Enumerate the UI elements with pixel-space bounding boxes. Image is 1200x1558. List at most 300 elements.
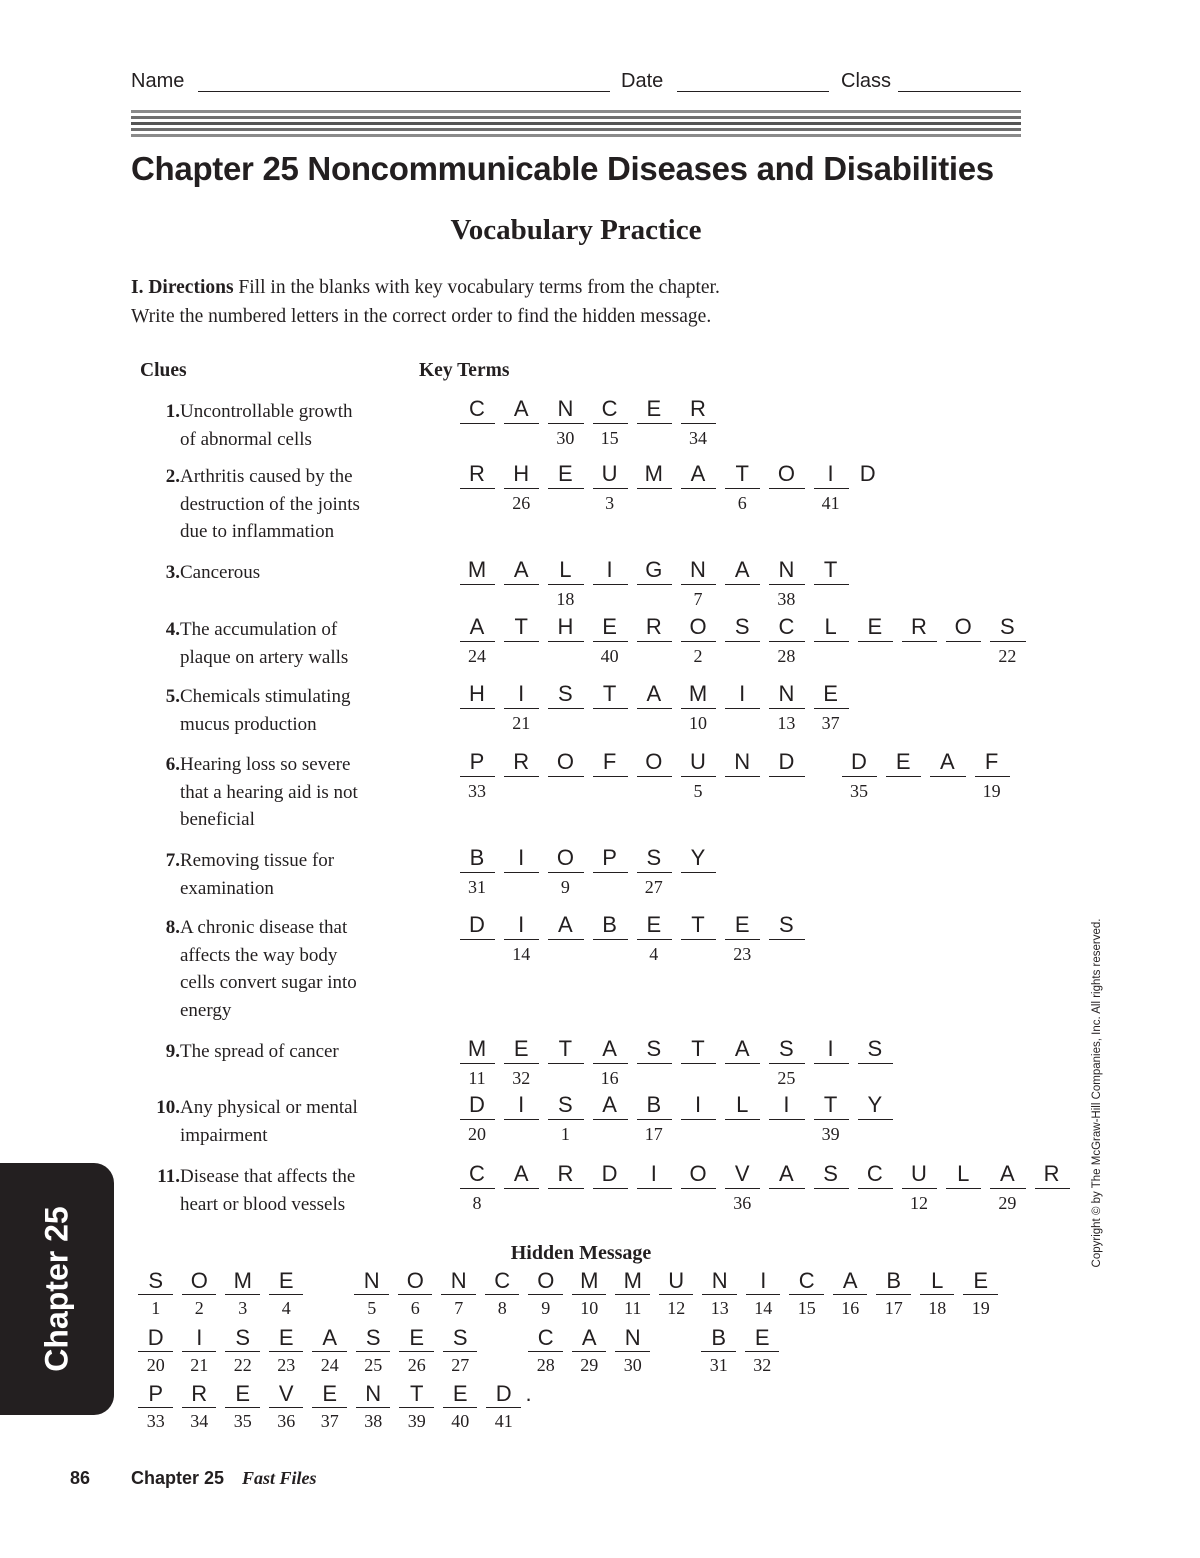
letter-blank[interactable] bbox=[769, 776, 804, 777]
message-blank[interactable] bbox=[225, 1294, 260, 1295]
term-letter: H bbox=[513, 461, 530, 486]
letter-number: 40 bbox=[600, 646, 619, 666]
term-letter: T bbox=[823, 557, 838, 582]
letter-blank[interactable] bbox=[637, 708, 672, 709]
clue-number: 5. bbox=[165, 686, 180, 707]
letter-blank[interactable] bbox=[930, 776, 965, 777]
letter-blank[interactable] bbox=[975, 776, 1010, 777]
clue-line: mucus production bbox=[180, 713, 317, 735]
letter-blank[interactable] bbox=[725, 584, 760, 585]
clue-1 bbox=[140, 398, 420, 450]
term-letter: S bbox=[558, 1092, 573, 1117]
letter-blank[interactable] bbox=[725, 1063, 760, 1064]
clue-line: examination bbox=[180, 877, 274, 899]
term-letter: T bbox=[602, 681, 617, 706]
letter-blank[interactable] bbox=[460, 641, 495, 642]
clue-line: impairment bbox=[180, 1124, 268, 1146]
message-blank[interactable] bbox=[225, 1351, 260, 1352]
message-blank[interactable] bbox=[182, 1351, 217, 1352]
message-letter: E bbox=[409, 1325, 425, 1350]
clue-8 bbox=[140, 914, 420, 1021]
letter-blank[interactable] bbox=[725, 641, 760, 642]
letter-blank[interactable] bbox=[593, 1119, 628, 1120]
letter-blank[interactable] bbox=[593, 708, 628, 709]
term-letter: R bbox=[690, 396, 706, 421]
term-letter: E bbox=[646, 912, 662, 937]
message-number: 6 bbox=[410, 1298, 420, 1318]
clue-line: plaque on artery walls bbox=[180, 646, 349, 668]
message-number: 30 bbox=[623, 1355, 642, 1375]
letter-blank[interactable] bbox=[637, 776, 672, 777]
letter-blank[interactable] bbox=[946, 641, 981, 642]
message-blank[interactable] bbox=[963, 1294, 998, 1295]
letter-blank[interactable] bbox=[504, 1063, 539, 1064]
term-letter: R bbox=[557, 1161, 574, 1186]
term-letter: I bbox=[606, 557, 613, 582]
clue-2 bbox=[140, 463, 420, 542]
letter-blank[interactable] bbox=[902, 641, 937, 642]
letter-blank[interactable] bbox=[593, 584, 628, 585]
message-blank[interactable] bbox=[746, 1294, 781, 1295]
term-letter: I bbox=[739, 681, 746, 706]
clue-line: heart or blood vessels bbox=[180, 1193, 346, 1215]
term-letter: M bbox=[467, 1036, 487, 1061]
letter-blank[interactable] bbox=[593, 488, 628, 489]
message-blank[interactable] bbox=[269, 1351, 304, 1352]
clue-text bbox=[180, 463, 360, 546]
term-letter: E bbox=[823, 681, 838, 706]
message-blank[interactable] bbox=[486, 1407, 521, 1408]
message-number: 14 bbox=[754, 1298, 773, 1318]
term-letter: A bbox=[513, 557, 529, 582]
letter-blank[interactable] bbox=[504, 584, 539, 585]
term-letter: F bbox=[602, 749, 617, 774]
letter-blank[interactable] bbox=[637, 641, 672, 642]
term-letter: I bbox=[827, 461, 834, 486]
term-letter: T bbox=[735, 461, 749, 486]
term-letter: U bbox=[911, 1161, 927, 1186]
message-number: 39 bbox=[407, 1411, 426, 1431]
letter-blank[interactable] bbox=[725, 1119, 760, 1120]
message-number: 20 bbox=[146, 1355, 165, 1375]
letter-blank[interactable] bbox=[681, 584, 716, 585]
message-letter: P bbox=[148, 1381, 164, 1406]
letter-blank[interactable] bbox=[460, 488, 495, 489]
message-number: 1 bbox=[151, 1298, 161, 1318]
letter-blank[interactable] bbox=[460, 423, 495, 424]
name-field[interactable] bbox=[198, 91, 610, 92]
clue-number: 9. bbox=[165, 1041, 180, 1062]
letter-blank[interactable] bbox=[769, 584, 804, 585]
message-blank[interactable] bbox=[269, 1294, 304, 1295]
term-letter: Y bbox=[690, 845, 706, 870]
message-letter: E bbox=[278, 1325, 294, 1350]
term-letter: L bbox=[957, 1161, 970, 1186]
letter-blank[interactable] bbox=[637, 423, 672, 424]
message-number: 12 bbox=[667, 1298, 686, 1318]
letter-blank[interactable] bbox=[504, 872, 539, 873]
letter-blank[interactable] bbox=[548, 939, 583, 940]
message-letter: N bbox=[450, 1268, 467, 1293]
message-number: 32 bbox=[753, 1355, 772, 1375]
letter-number: 5 bbox=[693, 781, 703, 801]
term-letter: A bbox=[734, 1036, 750, 1061]
letter-number: 10 bbox=[689, 713, 707, 733]
name-label: Name bbox=[131, 70, 185, 92]
letter-blank[interactable] bbox=[504, 776, 539, 777]
copyright-notice: Copyright © by The McGraw-Hill Companies, Inc. All rights reserved. bbox=[1091, 918, 1103, 1268]
letter-blank[interactable] bbox=[548, 641, 583, 642]
letter-blank[interactable] bbox=[902, 1188, 937, 1189]
letter-blank[interactable] bbox=[725, 488, 760, 489]
letter-blank[interactable] bbox=[842, 776, 877, 777]
message-blank[interactable] bbox=[702, 1294, 737, 1295]
message-blank[interactable] bbox=[399, 1351, 434, 1352]
letter-blank[interactable] bbox=[593, 939, 628, 940]
letter-blank[interactable] bbox=[814, 641, 849, 642]
message-number: 7 bbox=[454, 1298, 464, 1318]
letter-blank[interactable] bbox=[681, 776, 716, 777]
clue-line: of abnormal cells bbox=[180, 428, 312, 450]
message-blank[interactable] bbox=[920, 1294, 955, 1295]
message-blank[interactable] bbox=[182, 1294, 217, 1295]
message-letter: S bbox=[235, 1325, 251, 1350]
term-letter: T bbox=[823, 1092, 838, 1117]
term-letter: H bbox=[557, 614, 574, 639]
message-blank[interactable] bbox=[789, 1294, 824, 1295]
message-blank[interactable] bbox=[356, 1407, 391, 1408]
clue-number: 8. bbox=[165, 917, 180, 938]
letter-blank[interactable] bbox=[990, 1188, 1025, 1189]
message-blank[interactable] bbox=[182, 1407, 217, 1408]
letter-number: 16 bbox=[600, 1068, 619, 1088]
letter-blank[interactable] bbox=[460, 1119, 495, 1120]
letter-blank[interactable] bbox=[548, 776, 583, 777]
clue-number: 10. bbox=[156, 1097, 180, 1118]
message-letter: B bbox=[711, 1325, 727, 1350]
letter-blank[interactable] bbox=[814, 1188, 849, 1189]
message-letter: M bbox=[623, 1268, 642, 1293]
term-letter: R bbox=[469, 461, 485, 486]
letter-blank[interactable] bbox=[460, 939, 495, 940]
term-letter: N bbox=[778, 681, 795, 706]
letter-blank[interactable] bbox=[504, 423, 539, 424]
term-letter: N bbox=[557, 396, 574, 421]
clue-7 bbox=[140, 847, 420, 899]
clue-line: Cancerous bbox=[180, 562, 261, 583]
term-letter: A bbox=[734, 557, 750, 582]
term-letter: S bbox=[1000, 614, 1015, 639]
letter-blank[interactable] bbox=[681, 423, 716, 424]
letter-blank[interactable] bbox=[769, 1119, 804, 1120]
letter-number: 33 bbox=[468, 781, 486, 801]
letter-number: 8 bbox=[472, 1193, 482, 1213]
message-blank[interactable] bbox=[528, 1351, 563, 1352]
term-letter: A bbox=[646, 681, 662, 706]
term-letter: S bbox=[646, 845, 662, 870]
date-field[interactable] bbox=[677, 91, 829, 92]
term-letter: H bbox=[469, 681, 485, 706]
term-letter: D bbox=[469, 1092, 485, 1117]
letter-blank[interactable] bbox=[460, 776, 495, 777]
message-letter: E bbox=[322, 1381, 338, 1406]
letter-number: 13 bbox=[777, 713, 796, 733]
letter-number: 17 bbox=[644, 1124, 663, 1144]
term-letter: C bbox=[469, 396, 485, 421]
letter-blank[interactable] bbox=[460, 872, 495, 873]
letter-blank[interactable] bbox=[504, 1188, 539, 1189]
term-letter: V bbox=[734, 1161, 750, 1186]
term-letter: E bbox=[602, 614, 617, 639]
letter-blank[interactable] bbox=[681, 1119, 716, 1120]
directions-line-1: I. Directions Fill in the blanks with key vocabulary terms from the chapter. bbox=[131, 277, 720, 298]
letter-blank[interactable] bbox=[769, 641, 804, 642]
term-letter: B bbox=[602, 912, 617, 937]
message-blank[interactable] bbox=[138, 1407, 173, 1408]
letter-blank[interactable] bbox=[460, 1063, 495, 1064]
message-blank[interactable] bbox=[572, 1294, 607, 1295]
message-letter: D bbox=[495, 1381, 512, 1406]
header-rule bbox=[131, 110, 1021, 137]
letter-number: 27 bbox=[644, 877, 663, 897]
letter-blank[interactable] bbox=[504, 939, 539, 940]
message-letter: U bbox=[668, 1268, 685, 1293]
term-letter: I bbox=[518, 845, 525, 870]
letter-number: 19 bbox=[982, 781, 1001, 801]
letter-blank[interactable] bbox=[814, 584, 849, 585]
clue-line: affects the way body bbox=[180, 944, 338, 966]
term-letter: S bbox=[779, 912, 794, 937]
message-blank[interactable] bbox=[485, 1294, 520, 1295]
message-letter: M bbox=[580, 1268, 599, 1293]
letter-blank[interactable] bbox=[681, 641, 716, 642]
letter-blank[interactable] bbox=[593, 423, 628, 424]
letter-blank[interactable] bbox=[681, 488, 716, 489]
footer-book: Fast Files bbox=[242, 1468, 317, 1488]
message-blank[interactable] bbox=[528, 1294, 563, 1295]
letter-blank[interactable] bbox=[593, 641, 628, 642]
letter-blank[interactable] bbox=[637, 488, 672, 489]
message-blank[interactable] bbox=[833, 1294, 868, 1295]
letter-blank[interactable] bbox=[769, 488, 804, 489]
letter-blank[interactable] bbox=[504, 641, 539, 642]
message-blank[interactable] bbox=[572, 1351, 607, 1352]
letter-blank[interactable] bbox=[769, 1063, 804, 1064]
letter-blank[interactable] bbox=[637, 1188, 672, 1189]
letter-number: 21 bbox=[512, 713, 531, 733]
message-number: 23 bbox=[277, 1355, 296, 1375]
letter-blank[interactable] bbox=[814, 488, 849, 489]
letter-number: 15 bbox=[600, 428, 619, 448]
message-blank[interactable] bbox=[615, 1351, 650, 1352]
clue-line: beneficial bbox=[180, 809, 255, 830]
message-blank[interactable] bbox=[876, 1294, 911, 1295]
terms-header: Key Terms bbox=[419, 360, 510, 381]
letter-blank[interactable] bbox=[681, 939, 716, 940]
clue-line: energy bbox=[180, 999, 232, 1021]
letter-blank[interactable] bbox=[769, 1188, 804, 1189]
letter-blank[interactable] bbox=[637, 584, 672, 585]
term-letter: P bbox=[602, 845, 617, 870]
letter-blank[interactable] bbox=[637, 872, 672, 873]
letter-number: 12 bbox=[910, 1193, 928, 1213]
term-letter: A bbox=[940, 749, 955, 774]
message-blank[interactable] bbox=[269, 1407, 304, 1408]
letter-blank[interactable] bbox=[858, 1119, 893, 1120]
message-number: 10 bbox=[580, 1298, 599, 1318]
directions-line-2: Write the numbered letters in the correct order to find the hidden message. bbox=[131, 306, 712, 327]
clue-line: Removing tissue for bbox=[180, 850, 335, 871]
term-letter: O bbox=[954, 614, 972, 639]
message-letter: L bbox=[931, 1268, 944, 1293]
term-letter: B bbox=[646, 1092, 662, 1117]
term-letter: I bbox=[518, 912, 525, 937]
class-field[interactable] bbox=[898, 91, 1021, 92]
letter-blank[interactable] bbox=[504, 488, 539, 489]
message-blank[interactable] bbox=[615, 1294, 650, 1295]
clue-text bbox=[180, 1094, 358, 1149]
message-number: 27 bbox=[451, 1355, 470, 1375]
message-letter: N bbox=[624, 1325, 641, 1350]
letter-blank[interactable] bbox=[858, 641, 893, 642]
letter-number: 6 bbox=[737, 493, 747, 513]
letter-blank[interactable] bbox=[886, 776, 921, 777]
letter-blank[interactable] bbox=[593, 872, 628, 873]
letter-blank[interactable] bbox=[725, 1188, 760, 1189]
letter-number: 24 bbox=[468, 646, 486, 666]
message-number: 19 bbox=[971, 1298, 990, 1318]
letter-blank[interactable] bbox=[504, 708, 539, 709]
letter-blank[interactable] bbox=[593, 776, 628, 777]
term-letter: C bbox=[866, 1161, 883, 1186]
term-letter: A bbox=[602, 1036, 617, 1061]
message-letter: V bbox=[278, 1381, 294, 1406]
term-letter: A bbox=[513, 1161, 529, 1186]
clue-3 bbox=[140, 559, 420, 587]
message-blank[interactable] bbox=[443, 1407, 478, 1408]
message-blank[interactable] bbox=[701, 1351, 736, 1352]
clue-line: Any physical or mental bbox=[180, 1097, 358, 1118]
message-letter: N bbox=[711, 1268, 728, 1293]
message-number: 2 bbox=[194, 1298, 204, 1318]
letter-blank[interactable] bbox=[548, 584, 583, 585]
term-letter: E bbox=[734, 912, 750, 937]
term-letter: R bbox=[911, 614, 927, 639]
message-blank[interactable] bbox=[441, 1294, 476, 1295]
message-blank[interactable] bbox=[443, 1351, 478, 1352]
term-letter: C bbox=[778, 614, 795, 639]
letter-blank[interactable] bbox=[460, 1188, 495, 1189]
term-letter: T bbox=[514, 614, 528, 639]
letter-blank[interactable] bbox=[548, 423, 583, 424]
message-number: 18 bbox=[928, 1298, 947, 1318]
clue-line: Disease that affects the bbox=[180, 1166, 356, 1187]
message-blank[interactable] bbox=[356, 1351, 391, 1352]
page-number: 86 bbox=[70, 1468, 91, 1488]
letter-blank[interactable] bbox=[681, 1188, 716, 1189]
message-blank[interactable] bbox=[138, 1351, 173, 1352]
letter-number: 2 bbox=[693, 646, 703, 666]
message-letter: C bbox=[494, 1268, 511, 1293]
clue-line: Chemicals stimulating bbox=[180, 686, 351, 707]
message-number: 25 bbox=[364, 1355, 383, 1375]
letter-blank[interactable] bbox=[769, 939, 804, 940]
clue-text bbox=[180, 398, 353, 453]
letter-blank[interactable] bbox=[681, 708, 716, 709]
clue-line: The spread of cancer bbox=[180, 1041, 339, 1062]
letter-blank[interactable] bbox=[637, 1119, 672, 1120]
message-number: 24 bbox=[320, 1355, 339, 1375]
letter-blank[interactable] bbox=[946, 1188, 981, 1189]
letter-blank[interactable] bbox=[814, 708, 849, 709]
message-blank[interactable] bbox=[398, 1294, 433, 1295]
message-number: 8 bbox=[497, 1298, 507, 1318]
letter-blank[interactable] bbox=[858, 1188, 893, 1189]
term-letter: O bbox=[556, 845, 574, 870]
message-letter: N bbox=[363, 1268, 380, 1293]
letter-number: 39 bbox=[821, 1124, 840, 1144]
letter-blank[interactable] bbox=[814, 1119, 849, 1120]
letter-blank[interactable] bbox=[725, 776, 760, 777]
letter-blank[interactable] bbox=[548, 872, 583, 873]
message-blank[interactable] bbox=[354, 1294, 389, 1295]
letter-blank[interactable] bbox=[858, 1063, 893, 1064]
message-blank[interactable] bbox=[138, 1294, 173, 1295]
letter-blank[interactable] bbox=[814, 1063, 849, 1064]
letter-blank[interactable] bbox=[548, 1063, 583, 1064]
message-number: 11 bbox=[624, 1298, 642, 1318]
letter-blank[interactable] bbox=[769, 708, 804, 709]
letter-blank[interactable] bbox=[593, 1063, 628, 1064]
letter-blank[interactable] bbox=[504, 1119, 539, 1120]
clue-line: Arthritis caused by the bbox=[180, 466, 353, 487]
message-number: 28 bbox=[536, 1355, 555, 1375]
hidden-message-title: Hidden Message bbox=[510, 1242, 652, 1264]
letter-blank[interactable] bbox=[725, 708, 760, 709]
letter-blank[interactable] bbox=[460, 584, 495, 585]
message-number: 9 bbox=[541, 1298, 551, 1318]
term-letter: O bbox=[689, 614, 707, 639]
message-blank[interactable] bbox=[745, 1351, 780, 1352]
letter-blank[interactable] bbox=[637, 1063, 672, 1064]
letter-blank[interactable] bbox=[681, 1063, 716, 1064]
letter-blank[interactable] bbox=[548, 1188, 583, 1189]
letter-number: 34 bbox=[689, 428, 707, 448]
letter-blank[interactable] bbox=[637, 939, 672, 940]
term-letter: O bbox=[645, 749, 663, 774]
message-blank[interactable] bbox=[225, 1407, 260, 1408]
letter-blank[interactable] bbox=[548, 708, 583, 709]
term-letter: P bbox=[469, 749, 485, 774]
message-blank[interactable] bbox=[312, 1407, 347, 1408]
term-letter: T bbox=[558, 1036, 573, 1061]
letter-blank[interactable] bbox=[460, 708, 495, 709]
message-blank[interactable] bbox=[399, 1407, 434, 1408]
term-letter: E bbox=[895, 749, 911, 774]
term-letter: S bbox=[867, 1036, 883, 1061]
letter-blank[interactable] bbox=[548, 488, 583, 489]
clue-11 bbox=[140, 1163, 420, 1215]
message-blank[interactable] bbox=[659, 1294, 694, 1295]
letter-blank[interactable] bbox=[990, 641, 1025, 642]
letter-blank[interactable] bbox=[1035, 1188, 1070, 1189]
letter-blank[interactable] bbox=[681, 872, 716, 873]
message-blank[interactable] bbox=[312, 1351, 347, 1352]
letter-blank[interactable] bbox=[593, 1188, 628, 1189]
letter-blank[interactable] bbox=[725, 939, 760, 940]
letter-blank[interactable] bbox=[548, 1119, 583, 1120]
clue-number: 2. bbox=[165, 466, 180, 487]
